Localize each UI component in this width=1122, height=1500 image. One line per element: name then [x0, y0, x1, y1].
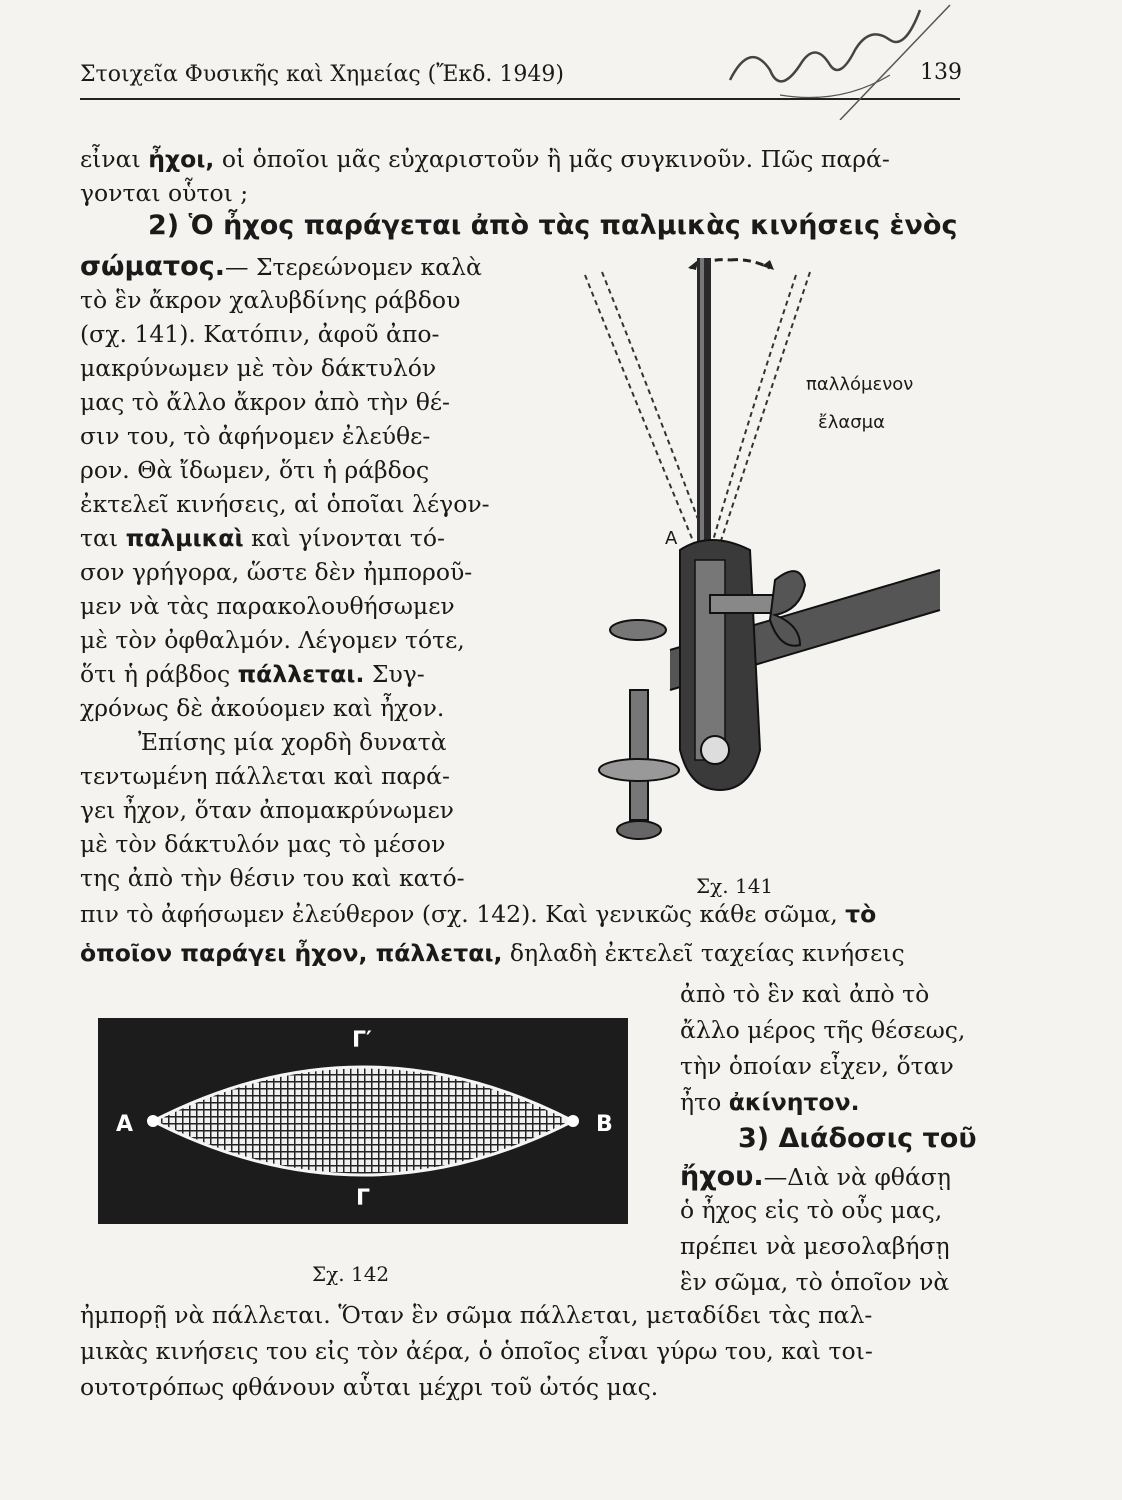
text-line: ὅτι ἡ ράβδος πάλλεται. Συγ- — [80, 660, 425, 688]
figure-141-caption: Σχ. 141 — [696, 874, 774, 898]
text-line: ἄλλο μέρος τῆς θέσεως, — [680, 1016, 966, 1044]
text-line: ἤχου.—Διὰ νὰ φθάσῃ — [680, 1161, 951, 1192]
text-line: (σχ. 141). Κατόπιν, ἀφοῦ ἀπο- — [80, 320, 440, 348]
text-line: ἓν σῶμα, τὸ ὁποῖον νὰ — [680, 1268, 950, 1296]
figure-141-vise-illustration — [560, 250, 960, 870]
handwritten-signature — [720, 0, 960, 120]
text-line: σώματος.— Στερεώνομεν καλὰ — [80, 251, 482, 282]
text-line: μας τὸ ἄλλο ἄκρον ἀπὸ τὴν θέ- — [80, 388, 450, 416]
figure-142-label-a: A — [116, 1112, 134, 1137]
figure-141-label-blade: ἔλασμα — [818, 412, 885, 433]
text-line: ὁ ἦχος εἰς τὸ οὖς μας, — [680, 1196, 943, 1224]
text-line: τεντωμένη πάλλεται καὶ παρά- — [80, 762, 450, 790]
text-line: τὸ ἓν ἄκρον χαλυβδίνης ράβδου — [80, 286, 461, 314]
text-line: γονται οὗτοι ; — [80, 179, 249, 207]
text-line: μικὰς κινήσεις του εἰς τὸν ἀέρα, ὁ ὁποῖος εἶναι γύρω του, καὶ τοι- — [80, 1337, 873, 1365]
text-line: χρόνως δὲ ἀκούομεν καὶ ἦχον. — [80, 694, 445, 722]
text-line: πρέπει νὰ μεσολαβήσῃ — [680, 1232, 950, 1260]
page-number: 139 — [920, 60, 962, 85]
text-line: σιν του, τὸ ἀφήνομεν ἐλεύθε- — [80, 422, 431, 450]
text-line: Ἐπίσης μία χορδὴ δυνατὰ — [138, 728, 447, 756]
text-line: ἐκτελεῖ κινήσεις, αἱ ὁποῖαι λέγον- — [80, 490, 490, 518]
text-line: μὲ τὸν ὀφθαλμόν. Λέγομεν τότε, — [80, 626, 465, 654]
figure-142-caption: Σχ. 142 — [312, 1262, 390, 1286]
running-title: Στοιχεῖα Φυσικῆς καὶ Χημείας (Ἔκδ. 1949) — [80, 62, 564, 87]
figure-141-point-a: A — [665, 528, 678, 549]
text-line: ουτοτρόπως φθάνουν αὗται μέχρι τοῦ ὠτός μας. — [80, 1373, 659, 1401]
text-line: εἶναι ἦχοι, οἱ ὁποῖοι μᾶς εὐχαριστοῦν ἢ μᾶς συγκινοῦν. Πῶς παρά- — [80, 145, 890, 173]
text-line: μεν νὰ τὰς παρακολουθήσωμεν — [80, 592, 455, 620]
text-line: ἦτο ἀκίνητον. — [680, 1088, 860, 1116]
text-line: της ἀπὸ τὴν θέσιν του καὶ κατό- — [80, 864, 465, 892]
figure-142-label-g: Γ — [356, 1186, 371, 1211]
figure-142-label-g-prime: Γ′ — [352, 1028, 372, 1053]
section-3-heading: 3) Διάδοσις τοῦ — [738, 1123, 977, 1154]
text-line: ἠμπορῇ νὰ πάλλεται. Ὅταν ἓν σῶμα πάλλεται, μεταδίδει τὰς παλ- — [80, 1301, 873, 1329]
text-line: γει ἦχον, ὅταν ἀπομακρύνωμεν — [80, 796, 454, 824]
text-line: τὴν ὁποίαν εἶχεν, ὅταν — [680, 1052, 954, 1080]
text-line: πιν τὸ ἀφήσωμεν ἐλεύθερον (σχ. 142). Καὶ γενικῶς κάθε σῶμα, τὸ — [80, 900, 877, 928]
figure-142-label-b: B — [596, 1112, 613, 1137]
section-2-heading: 2) Ὁ ἦχος παράγεται ἀπὸ τὰς παλμικὰς κινήσεις ἑνὸς — [148, 210, 958, 241]
text-line: μὲ τὸν δάκτυλόν μας τὸ μέσον — [80, 830, 446, 858]
text-line: σον γρήγορα, ὥστε δὲν ἠμποροῦ- — [80, 558, 473, 586]
text-line: ἀπὸ τὸ ἓν καὶ ἀπὸ τὸ — [680, 980, 930, 1008]
figure-141-label-vibrating: παλλόμενον — [806, 374, 914, 395]
text-line: ρον. Θὰ ἴδωμεν, ὅτι ἡ ράβδος — [80, 456, 430, 484]
text-line: ὁποῖον παράγει ἦχον, πάλλεται, δηλαδὴ ἐκτελεῖ ταχείας κινήσεις — [80, 939, 905, 967]
text-line: ται παλμικαὶ καὶ γίνονται τό- — [80, 524, 445, 552]
text-line: μακρύνωμεν μὲ τὸν δάκτυλόν — [80, 354, 437, 382]
